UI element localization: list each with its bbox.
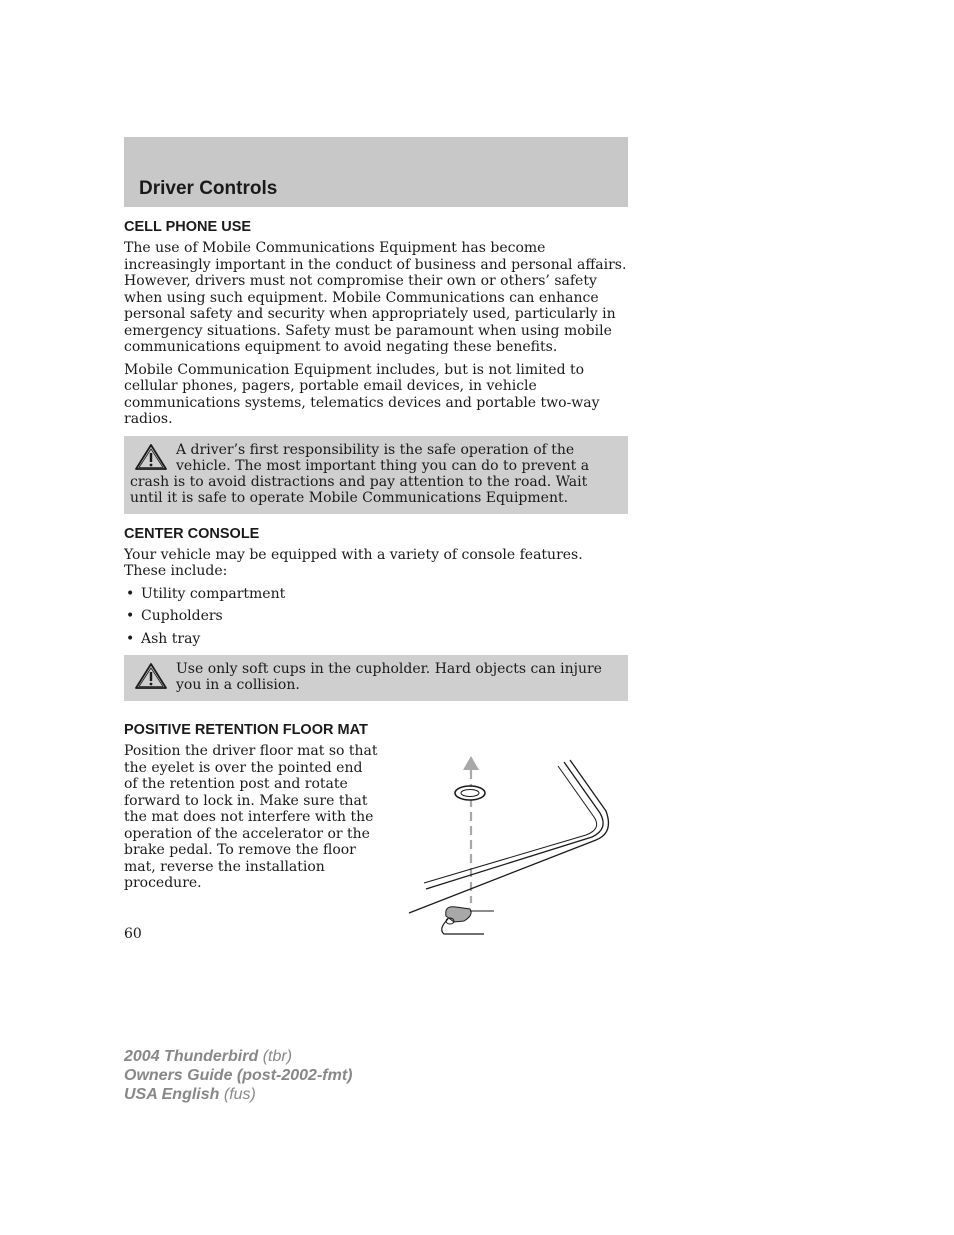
page-number: 60 <box>124 926 142 942</box>
document-footer <box>124 1047 352 1104</box>
floor-mat-heading: POSITIVE RETENTION FLOOR MAT <box>124 722 368 738</box>
footer-line-2: Owners Guide (post-2002-fmt) <box>124 1067 353 1084</box>
cell-phone-warning-text: A driver’s first responsibility is the safe operation of the vehicle. The most important thing you can do to prevent a crash is to avoid distractions and pay attention to the road. Wait until it is safe to operate Mobile Communications Equipment. <box>130 441 590 506</box>
cell-phone-heading: CELL PHONE USE <box>124 219 252 235</box>
section-header-band <box>124 137 628 207</box>
floor-mat-illustration <box>404 743 624 943</box>
list-item: • Utility compartment <box>126 585 286 602</box>
cell-phone-warning-box <box>124 436 628 514</box>
console-features-list <box>124 586 628 648</box>
floor-mat-section <box>124 743 628 938</box>
cell-phone-paragraph-2: Mobile Communication Equipment includes, but is not limited to cellular phones, pagers, portable email devices, in vehicle communications systems, telematics devices and portable two-way radios. <box>124 361 600 427</box>
section-title: Driver Controls <box>139 178 278 199</box>
center-console-intro: Your vehicle may be equipped with a variety of console features. These include: <box>124 546 583 579</box>
floor-mat-text: Position the driver floor mat so that the eyelet is over the pointed end of the retention post and rotate forward to lock in. Make sure that the mat does not interfere with the operation of the accelerator or the brake pedal. To remove the floor mat, reverse the installation procedure. <box>124 743 378 891</box>
center-console-heading: CENTER CONSOLE <box>124 525 260 542</box>
cupholder-warning-text: Use only soft cups in the cupholder. Hard objects can injure you in a collision. <box>176 661 602 693</box>
warning-triangle-icon <box>134 662 168 690</box>
footer-line-1: 2004 Thunderbird (tbr) <box>124 1048 293 1065</box>
page-content <box>124 219 628 938</box>
cupholder-warning-box <box>124 655 628 701</box>
footer-line-3: USA English (fus) <box>124 1086 256 1103</box>
warning-triangle-icon <box>134 443 168 471</box>
list-item: • Cupholders <box>126 608 223 624</box>
cell-phone-paragraph-1: The use of Mobile Communications Equipment has become increasingly important in the conduct of business and personal affairs. However, drivers must not compromise their own or others’ safety when using such equipment. Mobile Communications can enhance personal safety and security when appropriately used, particularly in emergency situations. Safety must be paramount when using mobile communications equipment to avoid negating these benefits. <box>124 240 627 355</box>
list-item: • Ash tray <box>126 630 201 647</box>
